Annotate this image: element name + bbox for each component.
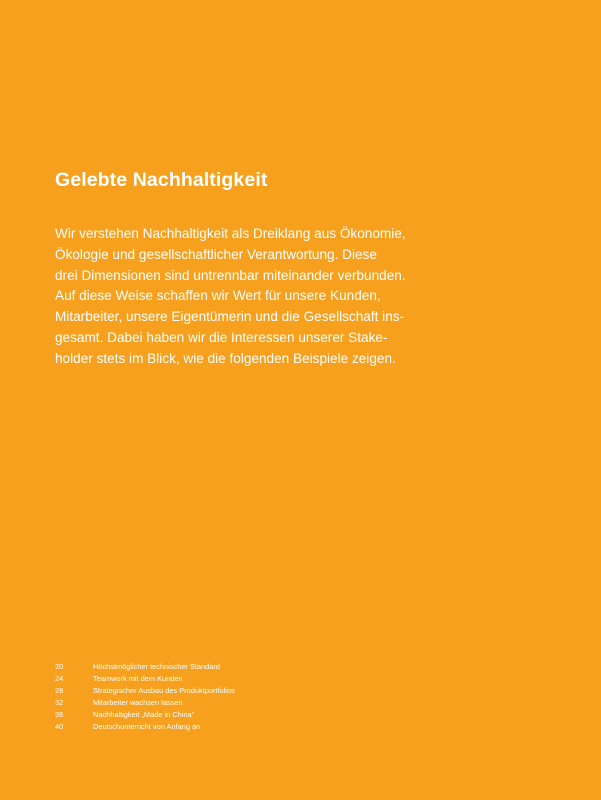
toc-entry[interactable] (55, 685, 235, 697)
intro-line: drei Dimensionen sind untrennbar miteinander verbunden. (55, 267, 406, 283)
toc-page-number: 36 (55, 710, 64, 720)
table-of-contents (55, 661, 235, 734)
toc-title: Teamwork mit dem Kunden (93, 674, 183, 684)
toc-page-number: 28 (55, 686, 64, 696)
toc-title: Strategischer Ausbau des Produktportfolios (93, 686, 235, 696)
intro-line: holder stets im Blick, wie die folgenden Beispiele zeigen. (55, 350, 396, 366)
toc-title: Mitarbeiter wachsen lassen (93, 698, 183, 708)
toc-title: Höchstmöglicher technischer Standard (93, 662, 220, 671)
toc-entry[interactable] (55, 661, 235, 673)
intro-line: gesamt. Dabei haben wir die Interessen unserer Stake- (55, 329, 388, 345)
toc-page-number: 20 (55, 662, 64, 671)
intro-paragraph (55, 224, 406, 370)
toc-entry[interactable] (55, 697, 235, 709)
intro-line: Mitarbeiter, unsere Eigentümerin und die Gesellschaft ins- (55, 309, 405, 325)
toc-page-number: 40 (55, 722, 64, 732)
toc-title: Deutschunterricht von Anfang an (93, 722, 201, 732)
toc-page-number: 32 (55, 698, 64, 708)
page-heading: Gelebte Nachhaltigkeit (55, 169, 268, 191)
toc-title: Nachhaltigkeit „Made in China“ (93, 710, 195, 720)
toc-page-number: 24 (55, 674, 64, 684)
toc-entry[interactable] (55, 673, 235, 685)
intro-line: Wir verstehen Nachhaltigkeit als Dreiklang aus Ökonomie, (55, 226, 406, 241)
toc-entry[interactable] (55, 709, 235, 721)
intro-line: Auf diese Weise schaffen wir Wert für unsere Kunden, (55, 288, 381, 304)
toc-entry[interactable] (55, 721, 235, 733)
intro-line: Ökologie und gesellschaftlicher Verantwortung. Diese (55, 246, 377, 262)
